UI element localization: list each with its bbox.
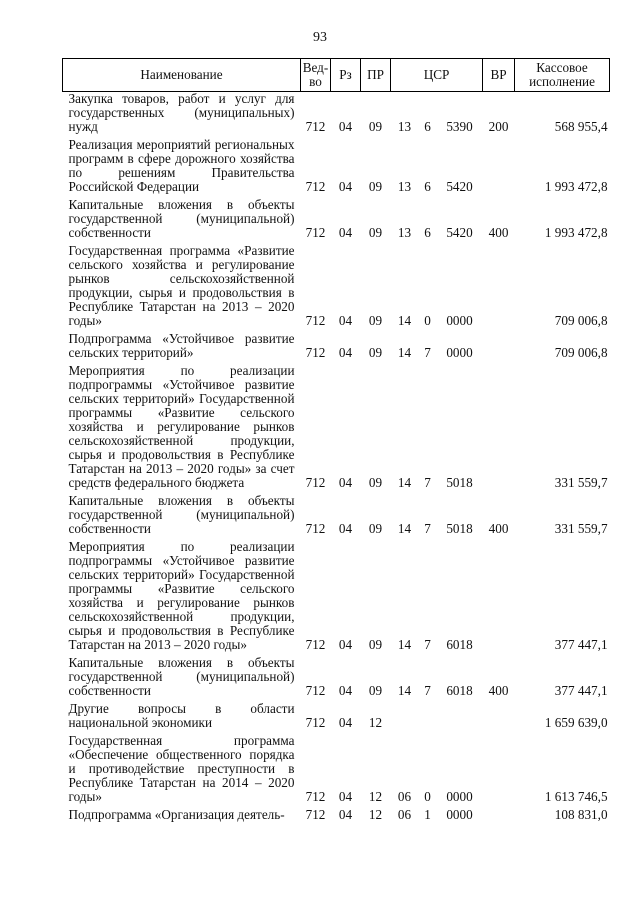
page-number: 93 xyxy=(313,30,327,45)
table-row xyxy=(63,92,610,139)
row-csr-program: 14 xyxy=(397,637,412,652)
row-pr: 09 xyxy=(368,313,383,328)
row-vr: 400 xyxy=(488,683,509,698)
row-pr: 09 xyxy=(368,683,383,698)
row-name: Государственная программа «Развитие сельского хозяйства и регулирование рынков сельскохозяйственной продукции, сырья и продовольствия в Республике Татарстан на 2013 – 2020 годы» xyxy=(68,243,295,328)
row-name: Мероприятия по реализации подпрограммы «Устойчивое развитие сельских территорий» Государственной программы «Развитие сельского хозяйства и регулирование рынков сельскохозяйственной продукции, сырья и продовольствия в Республике Татарстан на 2013 – 2020 годы» xyxy=(68,539,295,652)
row-rz: 04 xyxy=(338,345,353,360)
row-csr-code: 6018 xyxy=(446,637,473,652)
row-ved: 712 xyxy=(305,225,326,240)
row-vr xyxy=(483,332,515,364)
row-csr-program: 13 xyxy=(397,179,412,194)
row-ved: 712 xyxy=(305,119,326,134)
row-csr-code: 0000 xyxy=(446,807,473,822)
row-name: Закупка товаров, работ и услуг для государственных (муниципальных) нужд xyxy=(68,91,295,134)
row-csr-code xyxy=(437,702,483,734)
row-pr: 09 xyxy=(368,475,383,490)
row-csr-code: 5390 xyxy=(446,119,473,134)
row-vr xyxy=(483,540,515,656)
row-csr-subprogram: 7 xyxy=(424,683,431,698)
row-rz: 04 xyxy=(338,521,353,536)
row-name: Государственная программа «Обеспечение общественного порядка и противодействие преступности в Республике Татарстан на 2014 – 2020 годы» xyxy=(68,733,295,804)
header-pr: ПР xyxy=(361,59,391,92)
row-csr-subprogram: 6 xyxy=(424,225,431,240)
row-pr: 09 xyxy=(368,179,383,194)
table-row xyxy=(63,734,610,808)
header-vr: ВР xyxy=(483,59,515,92)
row-ved: 712 xyxy=(305,715,326,730)
row-amount: 1 659 639,0 xyxy=(544,715,608,730)
table-row xyxy=(63,138,610,198)
table-row xyxy=(63,332,610,364)
row-rz: 04 xyxy=(338,225,353,240)
header-amount: Кассовое исполнение xyxy=(515,59,610,92)
row-ved: 712 xyxy=(305,807,326,822)
row-rz: 04 xyxy=(338,119,353,134)
header-rz: Рз xyxy=(331,59,361,92)
row-csr-code: 5420 xyxy=(446,179,473,194)
row-csr-code: 5018 xyxy=(446,521,473,536)
row-vr: 400 xyxy=(488,521,509,536)
row-csr-subprogram xyxy=(419,702,437,734)
row-csr-subprogram: 0 xyxy=(424,789,431,804)
row-pr: 12 xyxy=(368,807,383,822)
row-rz: 04 xyxy=(338,313,353,328)
row-name: Капитальные вложения в объекты государственной (муниципальной) собственности xyxy=(68,655,295,698)
row-vr xyxy=(483,702,515,734)
row-rz: 04 xyxy=(338,475,353,490)
row-csr-program: 14 xyxy=(397,475,412,490)
row-name: Подпрограмма «Устойчивое развитие сельских территорий» xyxy=(68,331,295,360)
row-pr: 12 xyxy=(368,789,383,804)
row-csr-subprogram: 0 xyxy=(424,313,431,328)
row-csr-subprogram: 6 xyxy=(424,179,431,194)
row-pr: 09 xyxy=(368,345,383,360)
row-csr-program: 14 xyxy=(397,313,412,328)
row-amount: 568 955,4 xyxy=(554,119,608,134)
row-csr-subprogram: 6 xyxy=(424,119,431,134)
row-amount: 1 993 472,8 xyxy=(544,179,608,194)
row-rz: 04 xyxy=(338,715,353,730)
row-vr: 400 xyxy=(488,225,509,240)
row-csr-program: 06 xyxy=(397,789,412,804)
row-amount: 1 613 746,5 xyxy=(544,789,608,804)
row-ved: 712 xyxy=(305,789,326,804)
row-amount: 331 559,7 xyxy=(554,521,608,536)
row-pr: 09 xyxy=(368,225,383,240)
row-csr-program: 14 xyxy=(397,521,412,536)
row-amount: 709 006,8 xyxy=(554,345,608,360)
header-ved: Вед- во xyxy=(301,59,331,92)
row-csr-subprogram: 1 xyxy=(424,807,431,822)
row-name: Мероприятия по реализации подпрограммы «Устойчивое развитие сельских территорий» Государственной программы «Развитие сельского хозяйства и регулирование рынков сельскохозяйственной продукции, сырья и продовольствия в Республике Татарстан на 2013 – 2020 годы» за счет средств федерального бюджета xyxy=(68,363,295,490)
table-row xyxy=(63,656,610,702)
table-header-row xyxy=(63,59,610,92)
row-csr-subprogram: 7 xyxy=(424,637,431,652)
table-row xyxy=(63,808,610,826)
table-body xyxy=(63,92,610,827)
row-vr xyxy=(483,364,515,494)
row-csr-program: 13 xyxy=(397,119,412,134)
row-vr xyxy=(483,734,515,808)
row-name: Капитальные вложения в объекты государственной (муниципальной) собственности xyxy=(68,197,295,240)
row-ved: 712 xyxy=(305,637,326,652)
row-ved: 712 xyxy=(305,345,326,360)
header-name: Наименование xyxy=(63,59,301,92)
row-csr-code: 0000 xyxy=(446,789,473,804)
row-vr xyxy=(483,244,515,332)
row-csr-program xyxy=(391,702,419,734)
row-ved: 712 xyxy=(305,683,326,698)
row-ved: 712 xyxy=(305,475,326,490)
row-csr-code: 0000 xyxy=(446,345,473,360)
header-csr: ЦСР xyxy=(391,59,483,92)
row-amount: 108 831,0 xyxy=(554,807,608,822)
row-csr-program: 14 xyxy=(397,683,412,698)
table-row xyxy=(63,244,610,332)
row-amount: 377 447,1 xyxy=(554,637,608,652)
row-pr: 09 xyxy=(368,119,383,134)
row-csr-subprogram: 7 xyxy=(424,521,431,536)
row-name: Другие вопросы в области национальной экономики xyxy=(68,701,295,730)
row-csr-code: 5018 xyxy=(446,475,473,490)
row-vr: 200 xyxy=(488,119,509,134)
row-rz: 04 xyxy=(338,789,353,804)
row-name: Подпрограмма «Организация деятель- xyxy=(68,807,285,822)
row-vr xyxy=(483,808,515,826)
table-row xyxy=(63,540,610,656)
row-amount: 1 993 472,8 xyxy=(544,225,608,240)
row-csr-program: 06 xyxy=(397,807,412,822)
row-name: Реализация мероприятий региональных программ в сфере дорожного хозяйства по решениям Правительства Российской Федерации xyxy=(68,137,295,194)
row-csr-code: 6018 xyxy=(446,683,473,698)
budget-table xyxy=(62,58,610,826)
row-rz: 04 xyxy=(338,807,353,822)
row-amount: 709 006,8 xyxy=(554,313,608,328)
table-row xyxy=(63,494,610,540)
row-rz: 04 xyxy=(338,179,353,194)
row-ved: 712 xyxy=(305,521,326,536)
row-rz: 04 xyxy=(338,683,353,698)
row-pr: 09 xyxy=(368,637,383,652)
row-pr: 12 xyxy=(368,715,383,730)
row-csr-program: 13 xyxy=(397,225,412,240)
row-ved: 712 xyxy=(305,313,326,328)
table-row xyxy=(63,364,610,494)
row-csr-code: 5420 xyxy=(446,225,473,240)
table-row xyxy=(63,702,610,734)
row-rz: 04 xyxy=(338,637,353,652)
row-csr-code: 0000 xyxy=(446,313,473,328)
row-csr-program: 14 xyxy=(397,345,412,360)
row-pr: 09 xyxy=(368,521,383,536)
row-amount: 331 559,7 xyxy=(554,475,608,490)
row-csr-subprogram: 7 xyxy=(424,345,431,360)
row-amount: 377 447,1 xyxy=(554,683,608,698)
row-ved: 712 xyxy=(305,179,326,194)
table-row xyxy=(63,198,610,244)
row-name: Капитальные вложения в объекты государственной (муниципальной) собственности xyxy=(68,493,295,536)
row-vr xyxy=(483,138,515,198)
row-csr-subprogram: 7 xyxy=(424,475,431,490)
